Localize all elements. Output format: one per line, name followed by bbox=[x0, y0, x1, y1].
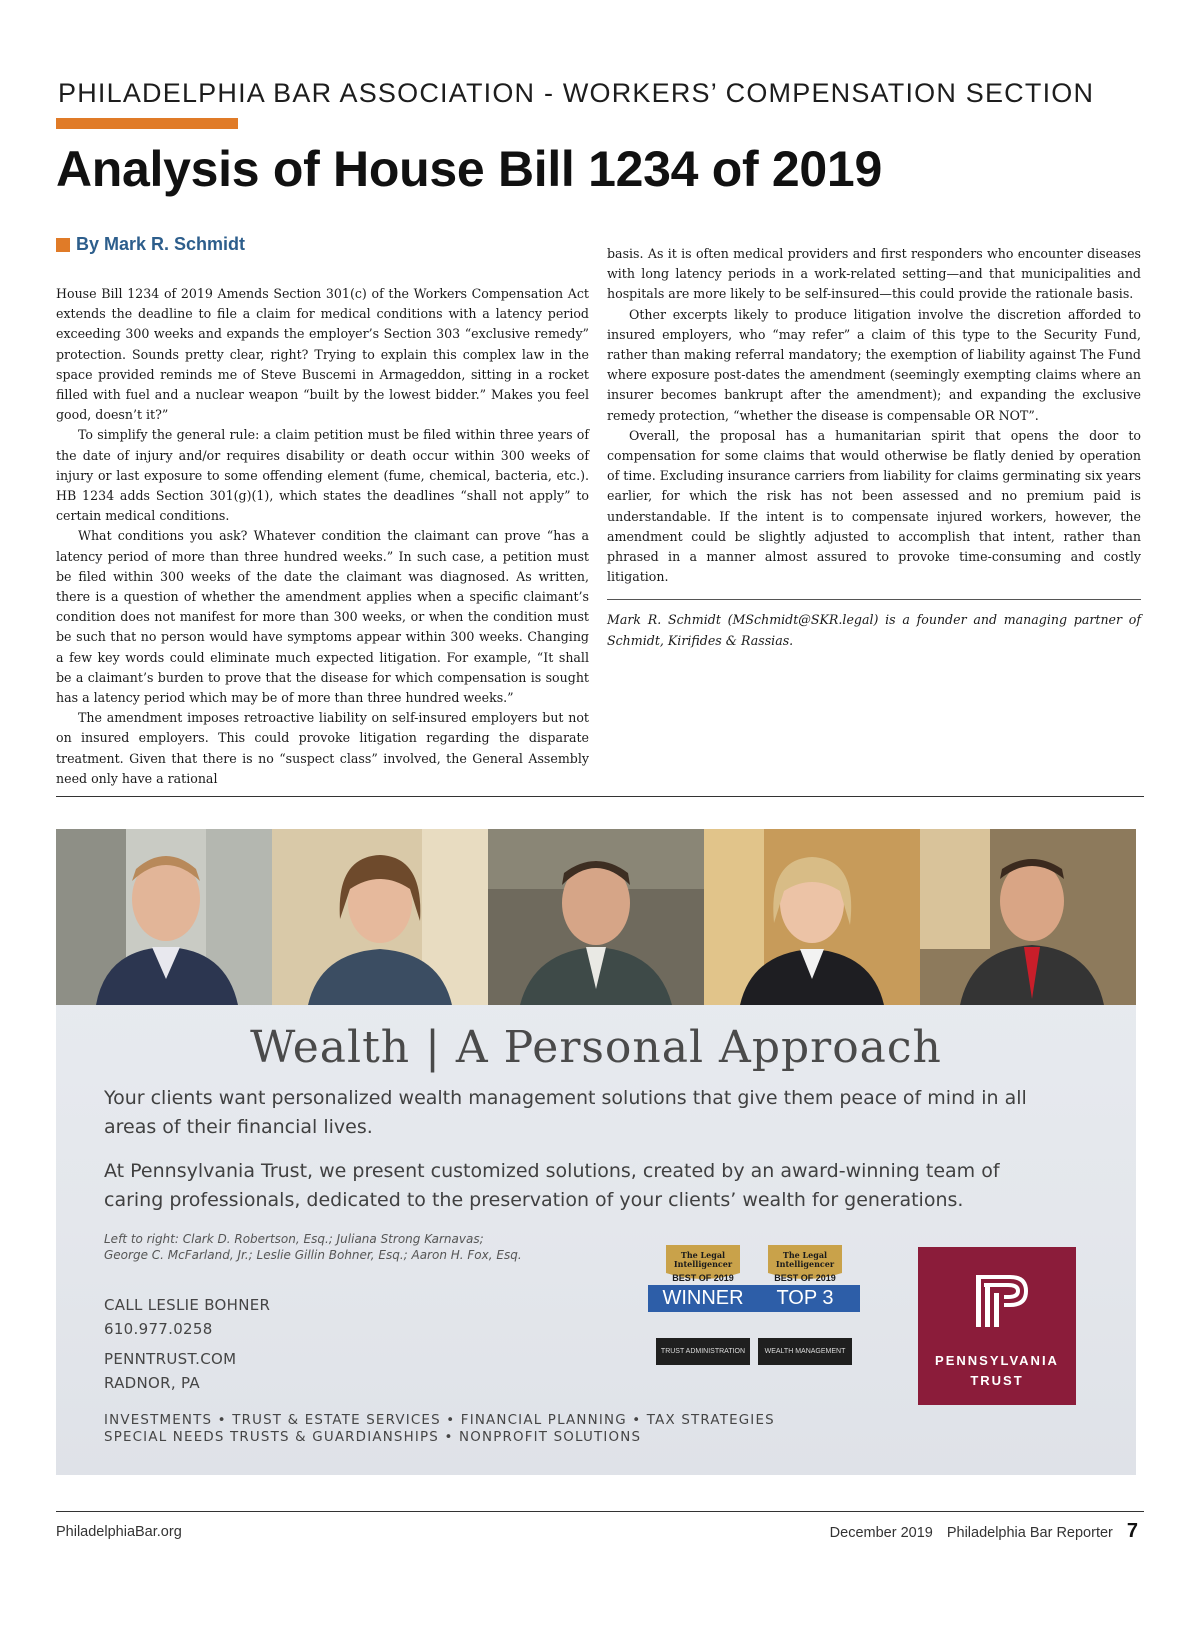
portrait-photo bbox=[920, 829, 1136, 1005]
photo-caption bbox=[104, 1231, 624, 1263]
footer-website[interactable]: PhiladelphiaBar.org bbox=[56, 1524, 182, 1540]
footer-date: December 2019 bbox=[829, 1525, 933, 1541]
services-list bbox=[104, 1412, 775, 1446]
ad-paragraph: Your clients want personalized wealth management solutions that give them peace of mind in all areas of their financial lives. bbox=[104, 1087, 1027, 1138]
paragraph: Other excerpts likely to produce litigation involve the discretion afforded to insured employers, who “may refer” a claim of this type to the Security Fund, rather than making referral mandatory; the exemption of liability against The Fund where exposure post-dates the amendment (seemingly exempting claims where an insurer becomes bankrupt after the amendment); and expanding the exclusive remedy protection, “whether the disease is compensable OR NOT”. bbox=[607, 306, 1141, 423]
ad-paragraph: At Pennsylvania Trust, we present customized solutions, created by an award-winning team of caring professionals, dedicated to the preservation of your clients’ wealth for generations. bbox=[104, 1160, 1000, 1211]
byline bbox=[56, 234, 245, 255]
paragraph: basis. As it is often medical providers and first responders who encounter diseases with long latency periods in a work-related setting—and that municipalities and hospitals are more likely to be self-insured—this could provide the rationale basis. bbox=[607, 246, 1141, 302]
location: RADNOR, PA bbox=[104, 1374, 200, 1392]
badge-publisher: The Legal Intelligencer bbox=[775, 1250, 835, 1269]
portrait-photo bbox=[56, 829, 272, 1005]
contact-name: CALL LESLIE BOHNER bbox=[104, 1296, 271, 1314]
badge-best: BEST OF 2019 bbox=[672, 1273, 734, 1283]
portrait-photo bbox=[704, 829, 920, 1005]
article-headline: Analysis of House Bill 1234 of 2019 bbox=[56, 141, 882, 197]
badge-rank: TOP 3 bbox=[750, 1285, 860, 1312]
pennsylvania-trust-mark-icon bbox=[918, 1247, 1076, 1347]
team-photo-strip bbox=[56, 829, 1136, 1005]
services-line: SPECIAL NEEDS TRUSTS & GUARDIANSHIPS • NONPROFIT SOLUTIONS bbox=[104, 1430, 642, 1445]
paragraph: House Bill 1234 of 2019 Amends Section 301(c) of the Workers Compensation Act extends the deadline to file a claim for medical conditions with a latency period exceeding 300 weeks and expands the employer’s Section 303 “exclusive remedy” protection. Sounds pretty clear, right? Trying to explain this complex law in the space provided reminds me of Steve Buscemi in Armageddon, sitting in a rocket filled with fuel and a nuclear weapon “built by the lowest bidder.” Makes you feel good, doesn’t it?” bbox=[56, 286, 589, 423]
paragraph: To simplify the general rule: a claim petition must be filed within three years of the date of injury and/or requires disability or death occur within 300 weeks of injury or last exposure to some offending element (fume, chemical, bacteria, etc.). HB 1234 adds Section 301(g)(1), which states the deadlines “shall not apply” to certain medical conditions. bbox=[56, 427, 589, 524]
byline-square-icon bbox=[56, 238, 70, 252]
logo-line: TRUST bbox=[970, 1373, 1024, 1388]
footer-divider bbox=[56, 1511, 1144, 1512]
article-column-left bbox=[56, 284, 589, 789]
paragraph: Overall, the proposal has a humanitarian spirit that opens the door to compensation for some claims that would otherwise be flatly denied by operation of time. Excluding insurance carriers from liability for claims germinating six years earlier, for which the risk has not been assessed and no premium paid is understandable. If the intent is to compensate injured workers, however, the amendment could be slightly adjusted to accomplish that intent, rather than phrased in a manner almost assured to provoke time-consuming and costly litigation. bbox=[607, 427, 1141, 585]
bio-divider bbox=[607, 599, 1141, 600]
footer-info bbox=[830, 1520, 1138, 1543]
award-badge bbox=[656, 1247, 750, 1365]
award-badge bbox=[758, 1247, 852, 1365]
services-line: INVESTMENTS • TRUST & ESTATE SERVICES • FINANCIAL PLANNING • TAX STRATEGIES bbox=[104, 1413, 775, 1428]
page-number: 7 bbox=[1126, 1520, 1138, 1542]
article-column-right bbox=[607, 244, 1141, 651]
website-link[interactable]: PENNTRUST.COM bbox=[104, 1350, 237, 1368]
portrait-photo bbox=[272, 829, 488, 1005]
accent-bar bbox=[56, 118, 238, 129]
ad-divider bbox=[56, 796, 1144, 797]
caption-line: George C. McFarland, Jr.; Leslie Gillin Bohner, Esq.; Aaron H. Fox, Esq. bbox=[104, 1248, 522, 1262]
caption-line: Left to right: Clark D. Robertson, Esq.; Juliana Strong Karnavas; bbox=[104, 1232, 484, 1246]
logo-line: PENNSYLVANIA bbox=[935, 1353, 1059, 1368]
badge-publisher: The Legal Intelligencer bbox=[673, 1250, 733, 1269]
advertisement[interactable] bbox=[56, 829, 1136, 1475]
badge-best: BEST OF 2019 bbox=[774, 1273, 836, 1283]
section-title: PHILADELPHIA BAR ASSOCIATION - WORKERS’ COMPENSATION SECTION bbox=[58, 78, 1095, 108]
paragraph: The amendment imposes retroactive liability on self-insured employers but not on insured employers. This could provoke litigation regarding the disparate treatment. Given that there is no “suspect class” involved, the General Assembly need only have a rational bbox=[56, 710, 589, 786]
author-bio: Mark R. Schmidt (MSchmidt@SKR.legal) is a founder and managing partner of Schmidt, Kirifides & Rassias. bbox=[607, 612, 1141, 648]
phone-number[interactable]: 610.977.0258 bbox=[104, 1320, 213, 1338]
pennsylvania-trust-logo bbox=[918, 1247, 1076, 1405]
badge-rank: WINNER bbox=[648, 1285, 758, 1312]
footer-publication: Philadelphia Bar Reporter bbox=[946, 1525, 1113, 1541]
badge-category: WEALTH MANAGEMENT bbox=[758, 1338, 852, 1365]
ad-headline: Wealth | A Personal Approach bbox=[250, 1022, 942, 1073]
logo-wordmark bbox=[918, 1351, 1076, 1391]
byline-text: By Mark R. Schmidt bbox=[76, 234, 246, 254]
portrait-photo bbox=[488, 829, 704, 1005]
paragraph: What conditions you ask? Whatever condition the claimant can prove “has a latency period of more than three hundred weeks.” In such case, a petition must be filed within 300 weeks of the date the claimant was diagnosed. As written, there is a question of whether the amendment applies when a specific claimant’s condition does not manifest for more than 300 weeks, or when the condition must be such that no person would have symptoms appear within 300 weeks. Changing a few key words could eliminate much expected litigation. For example, “It shall be a claimant’s burden to prove that the disease for which compensation is sought has a latency period which may be of more than three hundred weeks.” bbox=[56, 528, 589, 706]
badge-category: TRUST ADMINISTRATION bbox=[656, 1338, 750, 1365]
